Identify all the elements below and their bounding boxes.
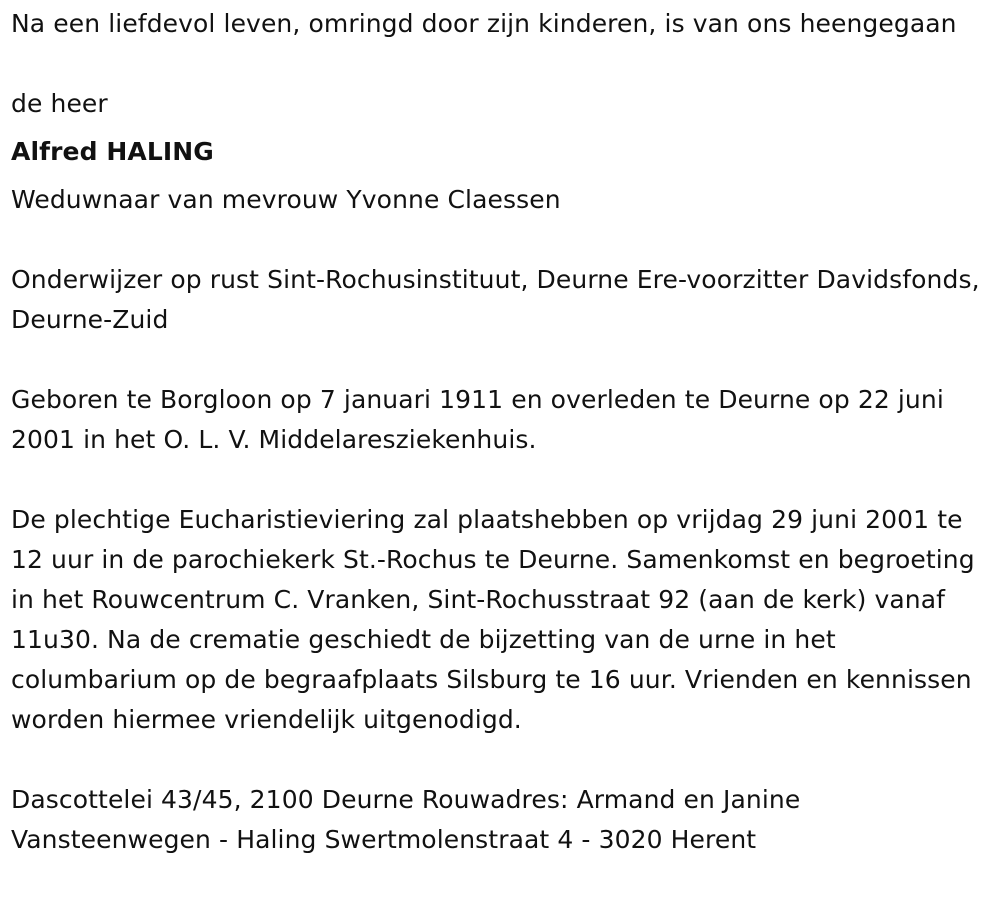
deceased-name: Alfred HALING (11, 137, 214, 166)
address-paragraph: Dascottelei 43/45, 2100 Deurne Rouwadres: Armand en Janine Vansteenwegen - Haling Swertmolenstraat 4 - 3020 Herent (11, 785, 801, 854)
spacer (11, 220, 996, 260)
occupation-paragraph: Onderwijzer op rust Sint-Rochusinstituut, Deurne Ere-voorzitter Davidsfonds, Deurne-Zuid (11, 265, 980, 334)
intro-paragraph: Na een liefdevol leven, omringd door zijn kinderen, is van ons heengegaan (11, 9, 957, 38)
spacer (11, 124, 996, 132)
salutation: de heer (11, 89, 108, 118)
ceremony-paragraph: De plechtige Eucharistieviering zal plaatshebben op vrijdag 29 juni 2001 te 12 uur in de parochiekerk St.-Rochus te Deurne. Samenkomst en begroeting in het Rouwcentrum C. Vranken, Sint-Rochusstraat 92 (aan de kerk) vanaf 11u30. Na de crematie geschiedt de bijzetting van de urne in het columbarium op de begraafplaats Silsburg te 16 uur. Vrienden en kennissen worden hiermee vriendelijk uitgenodigd. (11, 505, 975, 734)
spacer (11, 340, 996, 380)
spacer (11, 740, 996, 780)
spacer (11, 44, 996, 84)
spacer (11, 460, 996, 500)
obituary-notice (11, 4, 996, 860)
spacer (11, 172, 996, 180)
spouse-line: Weduwnaar van mevrouw Yvonne Claessen (11, 185, 561, 214)
birth-death-paragraph: Geboren te Borgloon op 7 januari 1911 en overleden te Deurne op 22 juni 2001 in het O. L. V. Middelaresziekenhuis. (11, 385, 944, 454)
